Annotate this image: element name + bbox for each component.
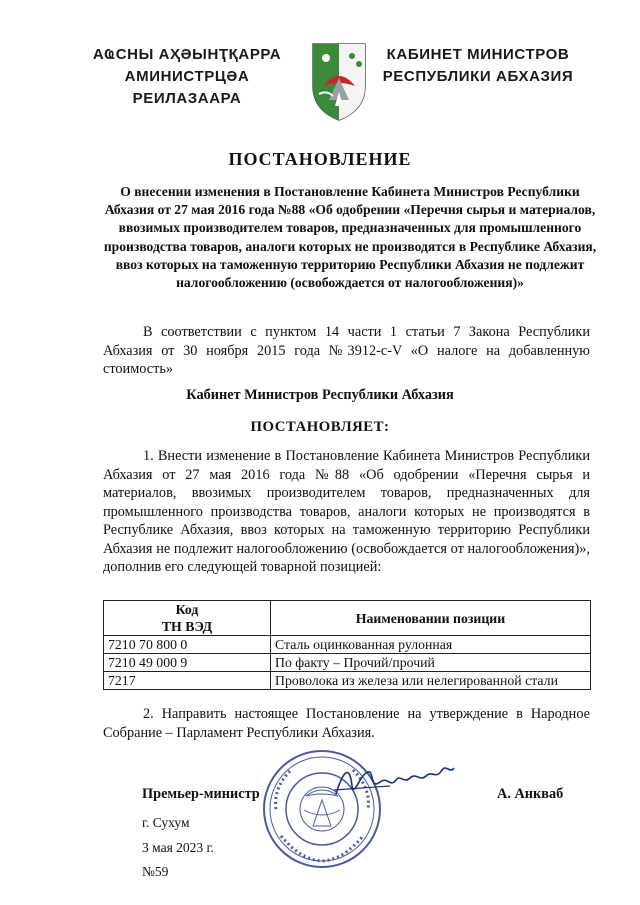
- cell-name: Сталь оцинкованная рулонная: [271, 636, 591, 654]
- handwritten-signature-icon: [330, 760, 460, 804]
- header-abkhaz-line2: АМИНИСТРЦӘА РЕИЛАЗААРА: [124, 68, 250, 107]
- header-russian-line1: КАБИНЕТ МИНИСТРОВ: [386, 46, 570, 63]
- signatory-name: А. Анкваб: [497, 786, 564, 802]
- header-abkhaz-line1: АҨСНЫ АҲӘЫНҬҚАРРА: [92, 46, 282, 63]
- document-title: ПОСТАНОВЛЕНИЕ: [228, 149, 412, 169]
- signatory-role: Премьер-министр: [142, 786, 260, 802]
- cell-code: 7210 49 000 9: [104, 654, 271, 672]
- cell-code: 7217: [104, 672, 271, 690]
- table-header-row: [104, 601, 591, 636]
- document-subject: О внесении изменения в Постановление Кабинета Министров Республики Абхазия от 27 мая 2016 года №88 «Об одобрении «Перечня сырья и материалов, ввозимых производителем товаров, предназначенных для промышленного производства товаров, аналоги которых не производятся в Республике Абхазия, ввоз которых на таможенную территорию Республики Абхазия не подлежит налогообложению (освобождается от налогообложения)»: [103, 184, 597, 291]
- cell-code: 7210 70 800 0: [104, 636, 271, 654]
- header-russian-line2: РЕСПУБЛИКИ АБХАЗИЯ: [382, 68, 574, 85]
- document-number: №59: [142, 864, 169, 879]
- header-code-line2: ТН ВЭД: [161, 619, 213, 634]
- issue-date: 3 мая 2023 г.: [142, 840, 214, 855]
- header-code: [104, 601, 271, 636]
- place-of-issue: г. Сухум: [142, 815, 190, 830]
- header-code-line1: Код: [175, 602, 199, 617]
- item-1-paragraph: 1. Внести изменение в Постановление Кабинета Министров Республики Абхазия от 27 мая 2016 года №88 «Об одобрении «Перечня сырья и материалов, ввозимых производителем товаров, предназначенных для промышленного производства товаров, аналоги которых не производятся в Республике Абхазия, ввоз которых на таможенную территорию Республики Абхазия не подлежит налогообложению (освобождается от налогообложения)», дополнив его следующей товарной позицией:: [103, 448, 590, 575]
- cell-name: По факту – Прочий/прочий: [271, 654, 591, 672]
- issuer-heading: Кабинет Министров Республики Абхазия: [186, 387, 454, 403]
- header-russian: [378, 44, 578, 88]
- decree-heading: ПОСТАНОВЛЯЕТ:: [250, 419, 390, 435]
- preamble-paragraph: В соответствии с пунктом 14 части 1 статьи 7 Закона Республики Абхазия от 30 ноября 2015 года №3912-с-V «О налоге на добавленную стоимость»: [103, 324, 590, 377]
- table-row: [104, 636, 591, 654]
- goods-table: [103, 600, 591, 690]
- item-2-paragraph: 2. Направить настоящее Постановление на утверждение в Народное Собрание – Парламент Республики Абхазия.: [103, 706, 590, 741]
- header-abkhaz: [82, 44, 292, 110]
- table-row: [104, 654, 591, 672]
- header-name: Наименовании позиции: [271, 601, 591, 636]
- coat-of-arms-icon: [309, 40, 369, 122]
- table-row: [104, 672, 591, 690]
- cell-name: Проволока из железа или нелегированной стали: [271, 672, 591, 690]
